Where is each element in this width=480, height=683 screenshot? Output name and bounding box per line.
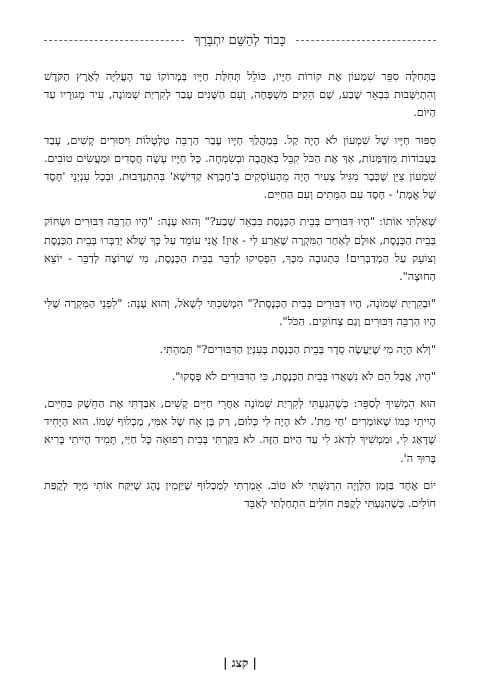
paragraph: "וְלֹא הָיָה מִי שֶׁיַּעֲשֶׂה סֵדֶר בְּבֵית הַכְּנֶסֶת בְּעִנְיַן הַדִּבּוּרִים?" תָּמַהְתִּי. xyxy=(159,342,436,356)
header-title: כָּבוֹד לְהַשֵּׁם יִתְבָּרַךְ xyxy=(194,33,286,48)
page-body-text xyxy=(44,68,436,522)
paragraph: "וּבְקִרְיַת שְׁמוֹנָה, הָיוּ דִּבּוּרִים בְּבֵית הַכְּנֶסֶת?" הִמְשַׁכְתִּי לִשְׁאֹל, וְהוּא עָנָה: "לִפְנֵי הַמִּקְרֶה שֶׁלִּי הָיוּ הַרְבֵּה דִּבּוּרִים וְגַם צְחוֹקִים. הַכֹּל". xyxy=(44,297,436,329)
header-dashed-line-right xyxy=(296,40,436,41)
page-number: | קצג | xyxy=(223,656,257,670)
running-header xyxy=(44,28,436,52)
paragraph: "הָיוּ, אֲבָל הֵם לֹא נִשְׁאֲרוּ בְּבֵית הַכְּנֶסֶת, כִּי הַדִּבּוּרִים לֹא פָּסְקוּ". xyxy=(171,369,436,383)
header-dashed-line-left xyxy=(44,40,184,41)
paragraph: יוֹם אֶחָד בַּזְּמַן הַלְּוָיָה הִרְגַּשְׁתִּי לֹא טוֹב. אָמַרְתִּי לְמַכְלוֹף שֶׁיַּזְמִין נֶהָג שֶׁיִּקַּח אוֹתִי מִיָּד לְקֻפַּת חוֹלִים. כְּשֶׁהִגַּעְתִּי לְקֻפַּת חוֹלִים הִתְחַלְתִּי לְאַבֵּד xyxy=(44,478,436,511)
paragraph: שָׁאַלְתִּי אוֹתוֹ: "הָיוּ דִּבּוּרִים בְּבֵית הַכְּנֶסֶת בִּבְאֵר שֶׁבַע?" וְהוּא עָנָה: "הָיוּ הַרְבֵּה דִּבּוּרִים וּשְׂחוֹק בְּבֵית הַכְּנֶסֶת, אוּלָם לְאַחַר הַמִּקְרֶה שֶׁאֵרַע לִי - אַיִן! אֲנִי עוֹמֵד עַל כָּךְ שֶׁלֹּא יְדַבְּרוּ בְּבֵית הַכְּנֶסֶת וְצוֹעֵק עַל הַמְדַבְּרִים! כִּתְגוּבָה מִכָּךְ, הִפְסִיקוּ לְדַבֵּר בְּבֵית הַכְּנֶסֶת, מִי שֶׁרוֹצֶה לְדַבֵּר - יוֹצֵא הַחוּצָה". xyxy=(44,215,436,284)
paragraph: הוּא הִמְשִׁיךְ לְסַפֵּר: כְּשֶׁהִגַּעְתִּי לְקִרְיַת שְׁמוֹנָה אַחֲרֵי חַיִּים קָשִׁים, אִבַּדְתִּי אֶת הַחֵשֶׁק בַּחַיִּים, הָיִיתִי כְּמוֹ שֶׁאוֹמְרִים 'חַי מֵת'. לֹא הָיָה לִי כְּלוּם, רַק בֶּן אָח שֶׁל אִמִּי, מַכְלוֹף שְׁמוֹ. הוּא הַיָּחִיד שֶׁדָּאַג לִי, וּמַמְשִׁיךְ לִדְאֹג לִי עַד הַיּוֹם הַזֶּה. לֹא בִּקַּרְתִּי בְּבֵית רְפוּאָה כָּל חַיַּי, תָּמִיד הָיִיתִי בָּרִיא בָּרוּךְ ה'. xyxy=(44,397,436,465)
paragraph: בַּתְּחִלָּה סִפֵּר שִׁמְעוֹן אֶת קוֹרוֹת חַיָּיו, כּוֹלֵל תְּחִלַּת חַיָּיו בְּמָרוֹקוֹ עַד הָעֲלִיָּה לְאֶרֶץ הַקֹּדֶשׁ וְהִתְיַשְּׁבוּת בִּבְאֵר שֶׁבַע, שָׁם הֵקִים מִשְׁפָּחָה, וְעִם הַשָּׁנִים עָבַר לְקִרְיַת שְׁמוֹנָה, עִיר מְגוּרָיו עַד הַיּוֹם. xyxy=(44,70,436,120)
paragraph: סִפּוּר חַיָּיו שֶׁל שִׁמְעוֹן לֹא הָיָה קַל. בְּמַהֲלַךְ חַיָּיו עָבַר הַרְבֵּה טַלְטָלוֹת וִיסוּרִים קָשִׁים, עָבַד בַּעֲבוֹדוֹת מִזְדַּמְּנוֹת, אַךְ אֶת הַכֹּל קִבֵּל בְּאַהֲבָה וּבְשִׂמְחָה. כָּל חַיָּיו עָשָׂה חֲסָדִים וּמַעֲשִׂים טוֹבִים. שִׁמְעוֹן צִיֵּן שֶׁכְּבָר מִגִּיל צָעִיר הָיָה מֵהָעוֹסְקִים בַּ'חֶבְרָא קַדִּישָׁא' בְּהִתְנַדְּבוּת, וּבְכָל עִנְיְנֵי 'חֶסֶד שֶׁל אֱמֶת' - חֶסֶד עִם הַמֵּתִים וְעִם הַחַיִּים. xyxy=(44,133,436,202)
